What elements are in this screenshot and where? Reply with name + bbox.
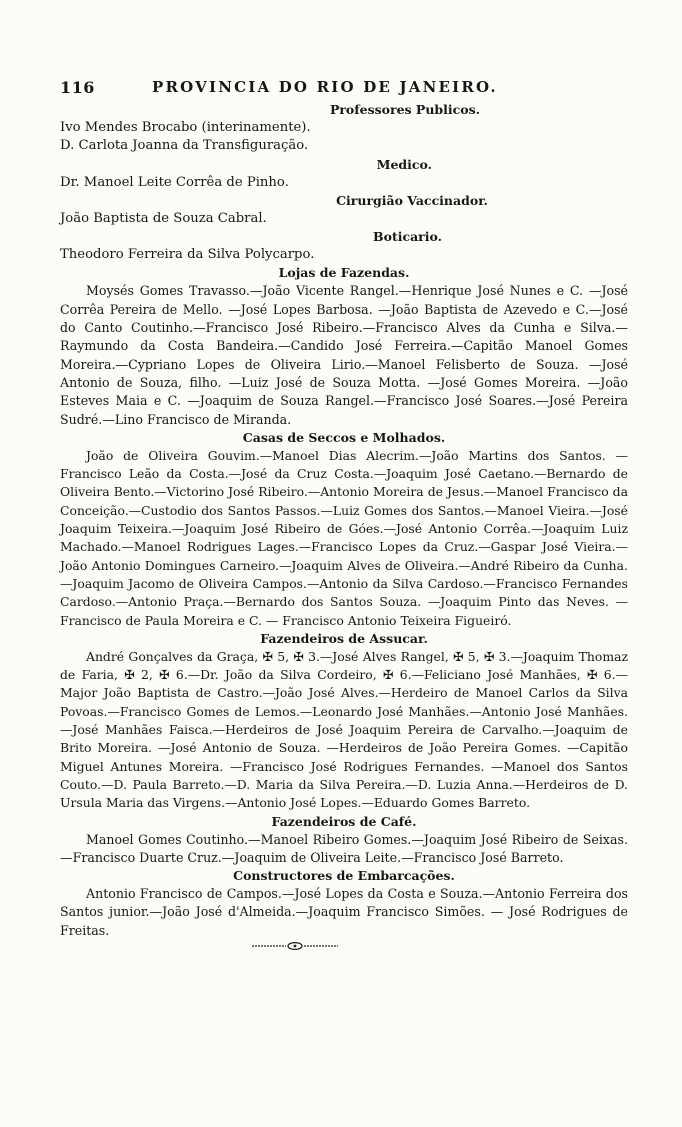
page-body [60, 101, 628, 950]
entry-paragraph: Manoel Gomes Coutinho.—Manoel Ribeiro Gomes.—Joaquim José Ribeiro de Seixas.—Francisco Duarte Cruz.—Joaquim de Oliveira Leite.—Francisco José Barreto. [60, 831, 628, 865]
section-heading: Constructores de Embarcações. [233, 868, 455, 884]
section-heading: Medico. [376, 156, 432, 172]
section-heading: Cirurgião Vaccinador. [336, 192, 488, 208]
entry-line: João Baptista de Souza Cabral. [60, 210, 267, 226]
entry-paragraph: Moysés Gomes Travasso.—João Vicente Rangel.—Henrique José Nunes e C. —José Corrêa Pereira de Mello. —José Lopes Barbosa. —João Baptista de Azevedo e C.—José do Canto Coutinho.—Francisco José Ribeiro.—Francisco Alves da Cunha e Silva.—Raymundo da Costa Bandeira.—Candido José Ferreira.—Capitão Manoel Gomes Moreira.—Cypriano Lopes de Oliveira Lirio.—Manoel Felisberto de Souza. —José Antonio de Souza, filho. —Luiz José de Souza Motta. —José Gomes Moreira. —João Esteves Maia e C. —Joaquim de Souza Rangel.—Francisco José Soares.—José Pereira Sudré.—Lino Francisco de Miranda. [60, 283, 628, 427]
entry-paragraph: André Gonçalves da Graça, ✠ 5, ✠ 3.—José Alves Rangel, ✠ 5, ✠ 3.—Joaquim Thomaz de Faria, ✠ 2, ✠ 6.—Dr. João da Silva Cordeiro, ✠ 6.—Feliciano José Manhães, ✠ 6.—Major João Baptista de Castro.—João José Alves.—Herdeiro de Manoel Carlos da Silva Povoas.—Francisco Gomes de Lemos.—Leonardo José Manhães.—Antonio José Manhães. —José Manhães Faisca.—Herdeiros de José Joaquim Pereira de Carvalho.—Joaquim de Brito Moreira. —José Antonio de Souza. —Herdeiros de João Pereira Gomes. —Capitão Miguel Antunes Moreira. —Francisco José Rodrigues Fernandes. —Manoel dos Santos Couto.—D. Paula Barreto.—D. Maria da Silva Pereira.—D. Luzia Anna.—Herdeiros de D. Ursula Maria das Virgens.—Antonio José Lopes.—Eduardo Gomes Barreto. [60, 648, 628, 811]
running-head [60, 78, 628, 98]
entry-line: Theodoro Ferreira da Silva Polycarpo. [60, 247, 315, 263]
section-heading: Fazendeiros de Café. [271, 813, 417, 829]
section-heading: Lojas de Fazendas. [278, 265, 410, 281]
entry-paragraph: Antonio Francisco de Campos.—José Lopes da Costa e Souza.—Antonio Ferreira dos Santos junior.—João José d'Almeida.—Joaquim Francisco Simões. — José Rodrigues de Freitas. [60, 886, 628, 938]
section-heading: Casas de Seccos e Molhados. [242, 429, 446, 445]
tailpiece-flourish-icon [250, 942, 340, 950]
entry-line: Ivo Mendes Brocabo (interinamente). [60, 120, 311, 135]
section-heading: Boticario. [373, 229, 442, 245]
section-heading: Professores Publicos. [329, 102, 480, 117]
entry-paragraph: João de Oliveira Gouvim.—Manoel Dias Alecrim.—João Martins dos Santos. —Francisco Leão da Costa.—José da Cruz Costa.—Joaquim José Caetano.—Bernardo de Oliveira Bento.—Victorino José Ribeiro.—Antonio Moreira de Jesus.—Manoel Francisco da Conceição.—Custodio dos Santos Passos.—Luiz Gomes dos Santos.—Manoel Vieira.—José Joaquim Teixeira.—Joaquim José Ribeiro de Góes.—José Antonio Corrêa.—Joaquim Luiz Machado.—Manoel Rodrigues Lages.—Francisco Lopes da Cruz.—Gaspar José Vieira.—João Antonio Domingues Carneiro.—Joaquim Alves de Oliveira.—André Ribeiro da Cunha.—Joaquim Jacomo de Oliveira Campos.—Antonio da Silva Cardoso.—Francisco Fernandes Cardoso.—Antonio Praça.—Bernardo dos Santos Souza. —Joaquim Pinto das Neves. —Francisco de Paula Moreira e C. — Francisco Antonio Teixeira Figueiró. [60, 447, 628, 628]
entry-line: D. Carlota Joanna da Transfiguração. [60, 138, 309, 154]
running-title: PROVINCIA DO RIO DE JANEIRO. [152, 78, 498, 96]
page-number: 116 [60, 78, 95, 97]
section-heading: Fazendeiros de Assucar. [260, 630, 428, 646]
entry-line: Dr. Manoel Leite Corrêa de Pinho. [60, 174, 289, 190]
